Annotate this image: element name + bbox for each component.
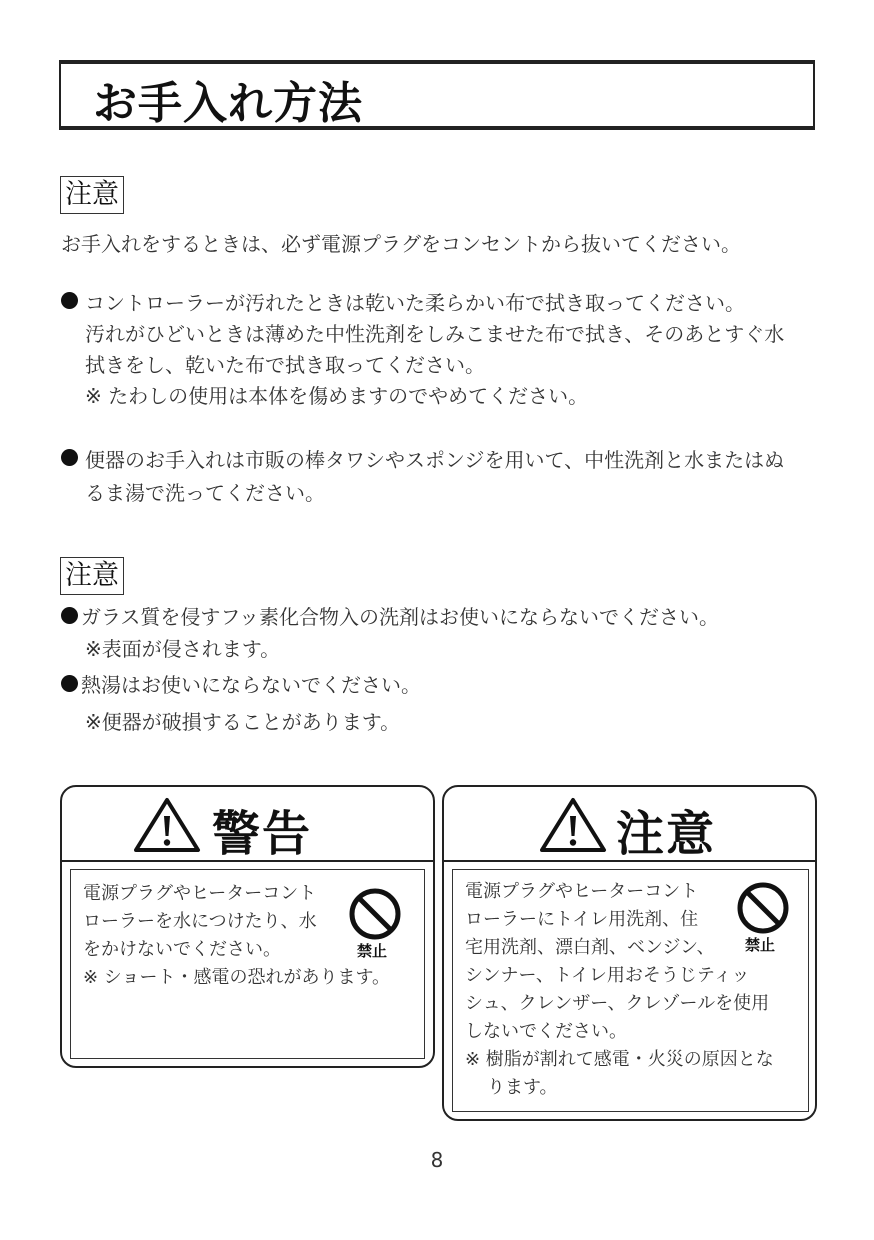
warning-line-1: 電源プラグやヒーターコント bbox=[83, 883, 317, 904]
item1-line1: コントローラーが汚れたときは乾いた柔らかい布で拭き取ってください。 bbox=[85, 291, 745, 315]
prohibit-label: 禁止 bbox=[745, 936, 776, 954]
warning-heading: 警告 bbox=[212, 806, 313, 862]
warning-triangle-icon bbox=[132, 796, 202, 854]
item1-note: ※ たわしの使用は本体を傷めますのでやめてください。 bbox=[85, 384, 589, 408]
item2-line1: 便器のお手入れは市販の棒タワシやスポンジを用いて、中性洗剤と水またはぬ bbox=[85, 448, 785, 472]
bullet-icon bbox=[61, 675, 78, 692]
caution-line-7: ※ 樹脂が割れて感電・火災の原因とな bbox=[465, 1049, 774, 1070]
warning-line-3: をかけないでください。 bbox=[83, 939, 281, 960]
prohibition-icon bbox=[347, 886, 403, 942]
prohibition-icon bbox=[735, 880, 791, 936]
caution-line-5: シュ、クレンザー、クレゾールを使用 bbox=[465, 993, 770, 1014]
page-number: 8 bbox=[430, 1148, 444, 1172]
warning-triangle-icon bbox=[538, 796, 608, 854]
caution-line-6: しないでください。 bbox=[465, 1021, 627, 1042]
item2-line2: るま湯で洗ってください。 bbox=[85, 481, 325, 505]
page-title: お手入れ方法 bbox=[93, 78, 363, 129]
caution-label-1: 注意 bbox=[60, 176, 124, 214]
item1-line2: 汚れがひどいときは薄めた中性洗剤をしみこませた布で拭き、そのあとすぐ水 bbox=[85, 322, 785, 346]
caution-line-3: 宅用洗剤、漂白剤、ベンジン、 bbox=[465, 937, 715, 958]
caution-line-2: ローラーにトイレ用洗剤、住 bbox=[465, 909, 699, 930]
s2-item2-note: ※便器が破損することがあります。 bbox=[85, 710, 401, 734]
bullet-icon bbox=[61, 449, 78, 466]
s2-item2-line1: 熱湯はお使いにならないでください。 bbox=[81, 673, 421, 697]
warning-panel-header bbox=[62, 787, 433, 862]
prohibit-label: 禁止 bbox=[357, 942, 388, 960]
caution-label-2: 注意 bbox=[60, 557, 124, 595]
item1-line3: 拭きをし、乾いた布で拭き取ってください。 bbox=[85, 353, 485, 377]
caution-line-4: シンナー、トイレ用おそうじティッ bbox=[465, 965, 750, 986]
warning-line-2: ローラーを水につけたり、水 bbox=[83, 911, 317, 932]
bullet-icon bbox=[61, 607, 78, 624]
caution-heading: 注意 bbox=[616, 806, 717, 862]
intro-text: お手入れをするときは、必ず電源プラグをコンセントから抜いてください。 bbox=[61, 232, 741, 256]
caution-panel bbox=[442, 785, 817, 1121]
caution-line-8: ります。 bbox=[487, 1077, 558, 1098]
s2-item1-line1: ガラス質を侵すフッ素化合物入の洗剤はお使いにならないでください。 bbox=[81, 605, 719, 629]
bullet-icon bbox=[61, 292, 78, 309]
caution-line-1: 電源プラグやヒーターコント bbox=[465, 881, 699, 902]
s2-item1-note: ※表面が侵されます。 bbox=[85, 637, 281, 661]
warning-content-box bbox=[70, 869, 425, 1059]
title-box bbox=[59, 60, 815, 130]
caution-panel-header bbox=[444, 787, 815, 862]
caution-content-box bbox=[452, 869, 809, 1112]
warning-line-4: ※ ショート・感電の恐れがあります。 bbox=[83, 967, 391, 988]
warning-panel bbox=[60, 785, 435, 1068]
